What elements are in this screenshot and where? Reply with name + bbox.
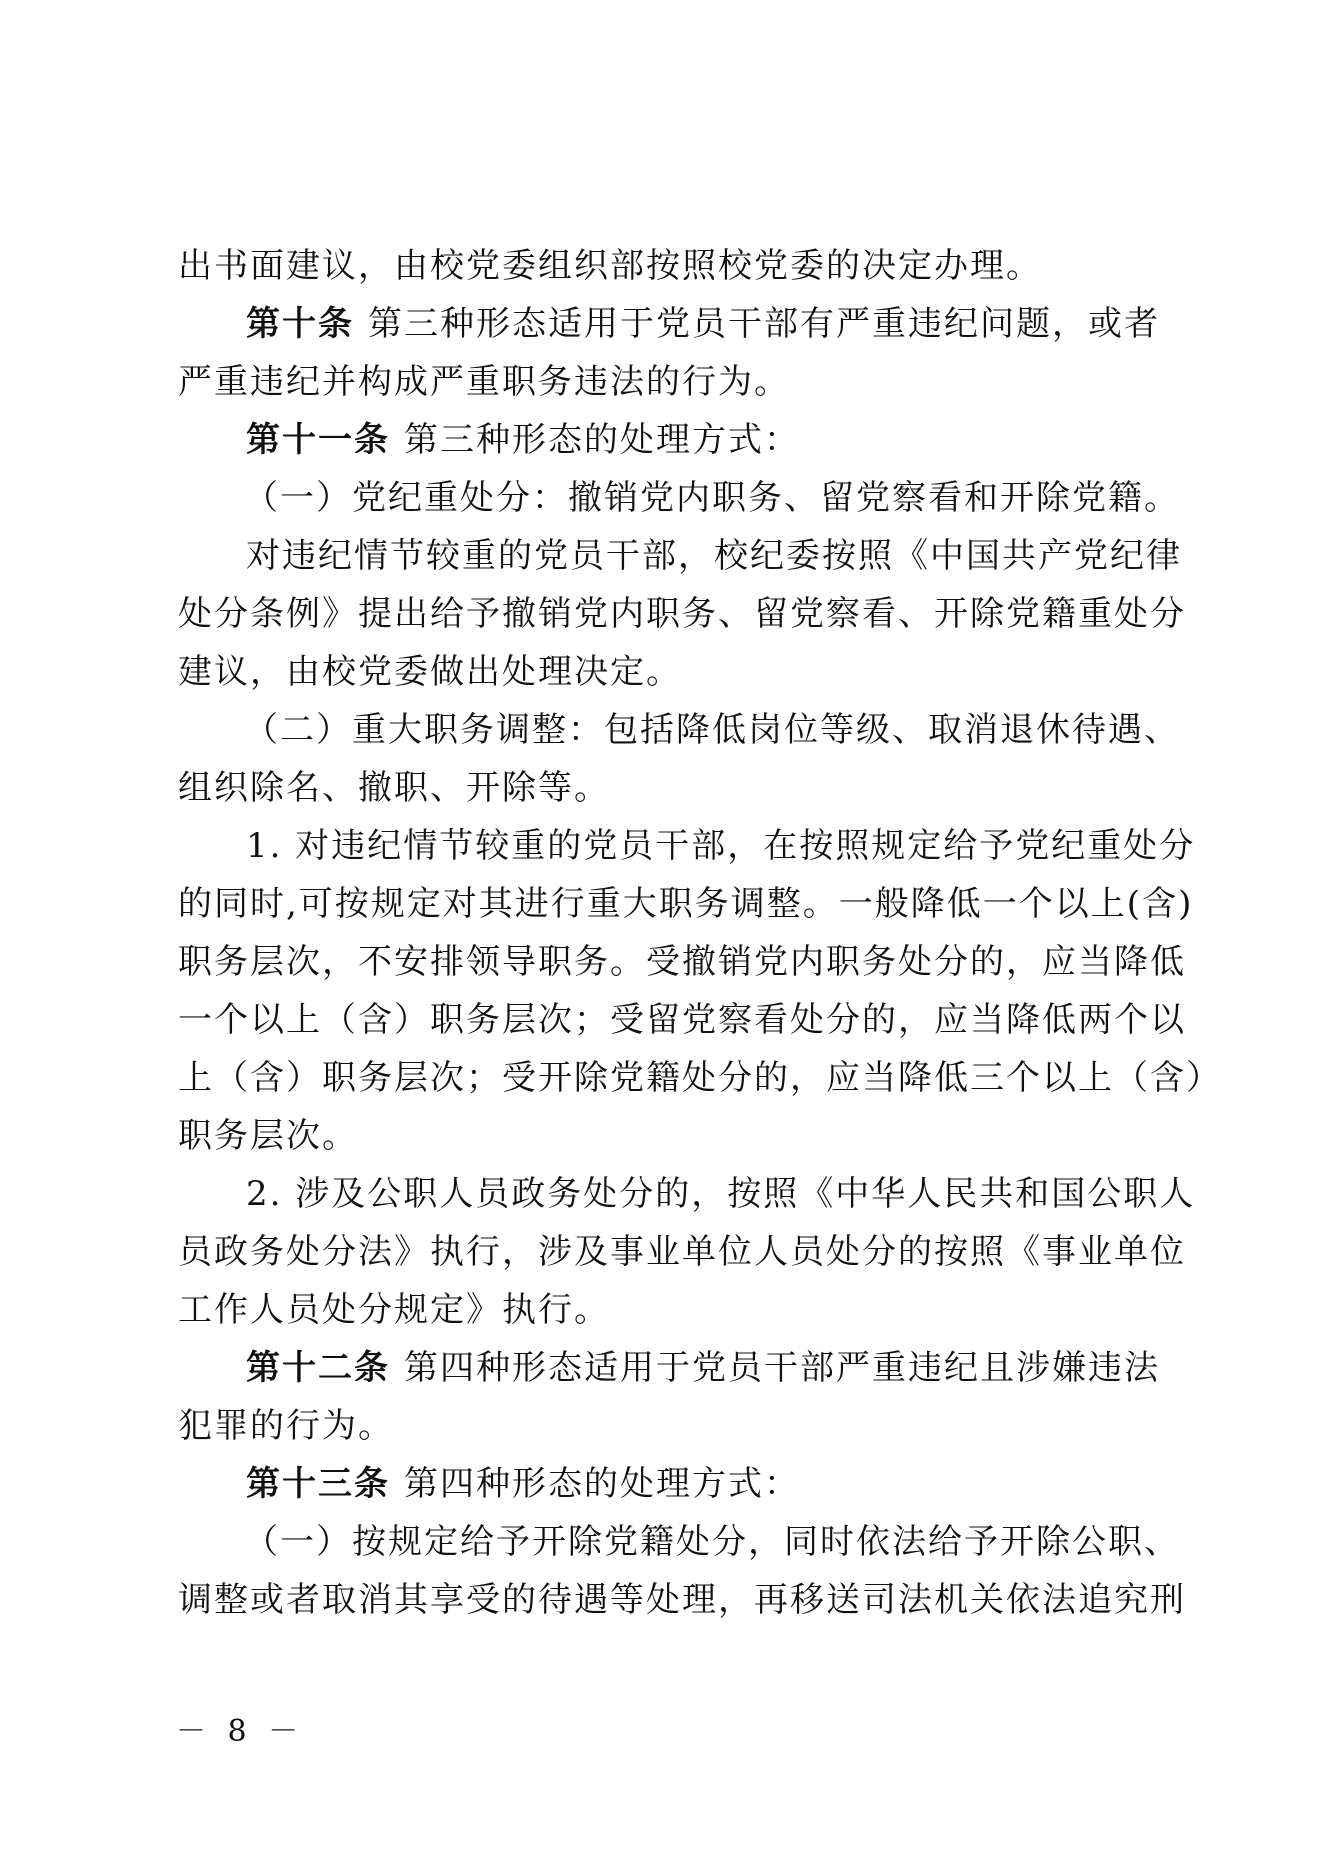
text-line (178, 585, 1186, 643)
text-line (244, 469, 1180, 527)
text-line (178, 1571, 1186, 1629)
line-text: 2. 涉及公职人员政务处分的，按照《中华人民共和国公职人 (246, 1174, 1196, 1214)
line-text: 1. 对违纪情节较重的党员干部，在按照规定给予党纪重处分 (246, 826, 1196, 866)
line-text: 调整或者取消其享受的待遇等处理，再移送司法机关依法追究刑 (178, 1580, 1186, 1620)
line-text: 处分条例》提出给予撤销党内职务、留党察看、开除党籍重处分 (178, 594, 1186, 634)
line-text: 第三种形态适用于党员干部有严重违纪问题，或者 (368, 304, 1160, 344)
line-text: 严重违纪并构成严重职务违法的行为。 (178, 362, 790, 402)
text-line (178, 875, 1194, 933)
text-line (178, 1281, 1158, 1339)
article-heading: 第十二条 (246, 1348, 390, 1388)
line-text: 第三种形态的处理方式： (404, 420, 800, 460)
line-text: 组织除名、撤职、开除等。 (178, 768, 610, 808)
text-line (178, 1397, 1158, 1455)
text-line (178, 991, 1186, 1049)
text-line (178, 1107, 1158, 1165)
line-text: 出书面建议，由校党委组织部按照校党委的决定办理。 (178, 246, 1042, 286)
text-line (246, 1165, 1196, 1223)
line-text: 员政务处分法》执行，涉及事业单位人员处分的按照《事业单位 (178, 1232, 1186, 1272)
text-line (178, 353, 1158, 411)
text-line (246, 817, 1196, 875)
line-text: （一）党纪重处分：撤销党内职务、留党察看和开除党籍。 (244, 478, 1180, 518)
text-line (244, 701, 1180, 759)
text-line (178, 643, 1158, 701)
line-text: 职务层次。 (178, 1116, 358, 1156)
article-11-line (246, 411, 1158, 469)
line-text: 一个以上（含）职务层次；受留党察看处分的，应当降低两个以 (178, 1000, 1186, 1040)
page-number: － 8 － (176, 1714, 305, 1749)
article-heading: 第十三条 (246, 1464, 390, 1504)
text-line (244, 1513, 1180, 1571)
article-13-line (246, 1455, 1158, 1513)
line-text: 工作人员处分规定》执行。 (178, 1290, 610, 1330)
text-line (178, 1223, 1186, 1281)
line-text: 的同时,可按规定对其进行重大职务调整。一般降低一个以上(含) (178, 884, 1194, 924)
text-line (246, 527, 1182, 585)
line-text: 犯罪的行为。 (178, 1406, 394, 1446)
line-text: 上（含）职务层次；受开除党籍处分的，应当降低三个以上（含） (178, 1058, 1222, 1098)
text-line (178, 933, 1186, 991)
text-line (178, 237, 1158, 295)
article-10-line (246, 295, 1158, 353)
line-text: 职务层次，不安排领导职务。受撤销党内职务处分的，应当降低 (178, 942, 1186, 982)
line-text: 第四种形态适用于党员干部严重违纪且涉嫌违法 (404, 1348, 1160, 1388)
text-line (178, 759, 1158, 817)
line-text: 对违纪情节较重的党员干部，校纪委按照《中国共产党纪律 (246, 536, 1182, 576)
article-12-line (246, 1339, 1158, 1397)
text-line (178, 1049, 1222, 1107)
line-text: （二）重大职务调整：包括降低岗位等级、取消退休待遇、 (244, 710, 1180, 750)
article-heading: 第十一条 (246, 420, 390, 460)
article-heading: 第十条 (246, 304, 354, 344)
line-text: （一）按规定给予开除党籍处分，同时依法给予开除公职、 (244, 1522, 1180, 1562)
line-text: 建议，由校党委做出处理决定。 (178, 652, 682, 692)
line-text: 第四种形态的处理方式： (404, 1464, 800, 1504)
